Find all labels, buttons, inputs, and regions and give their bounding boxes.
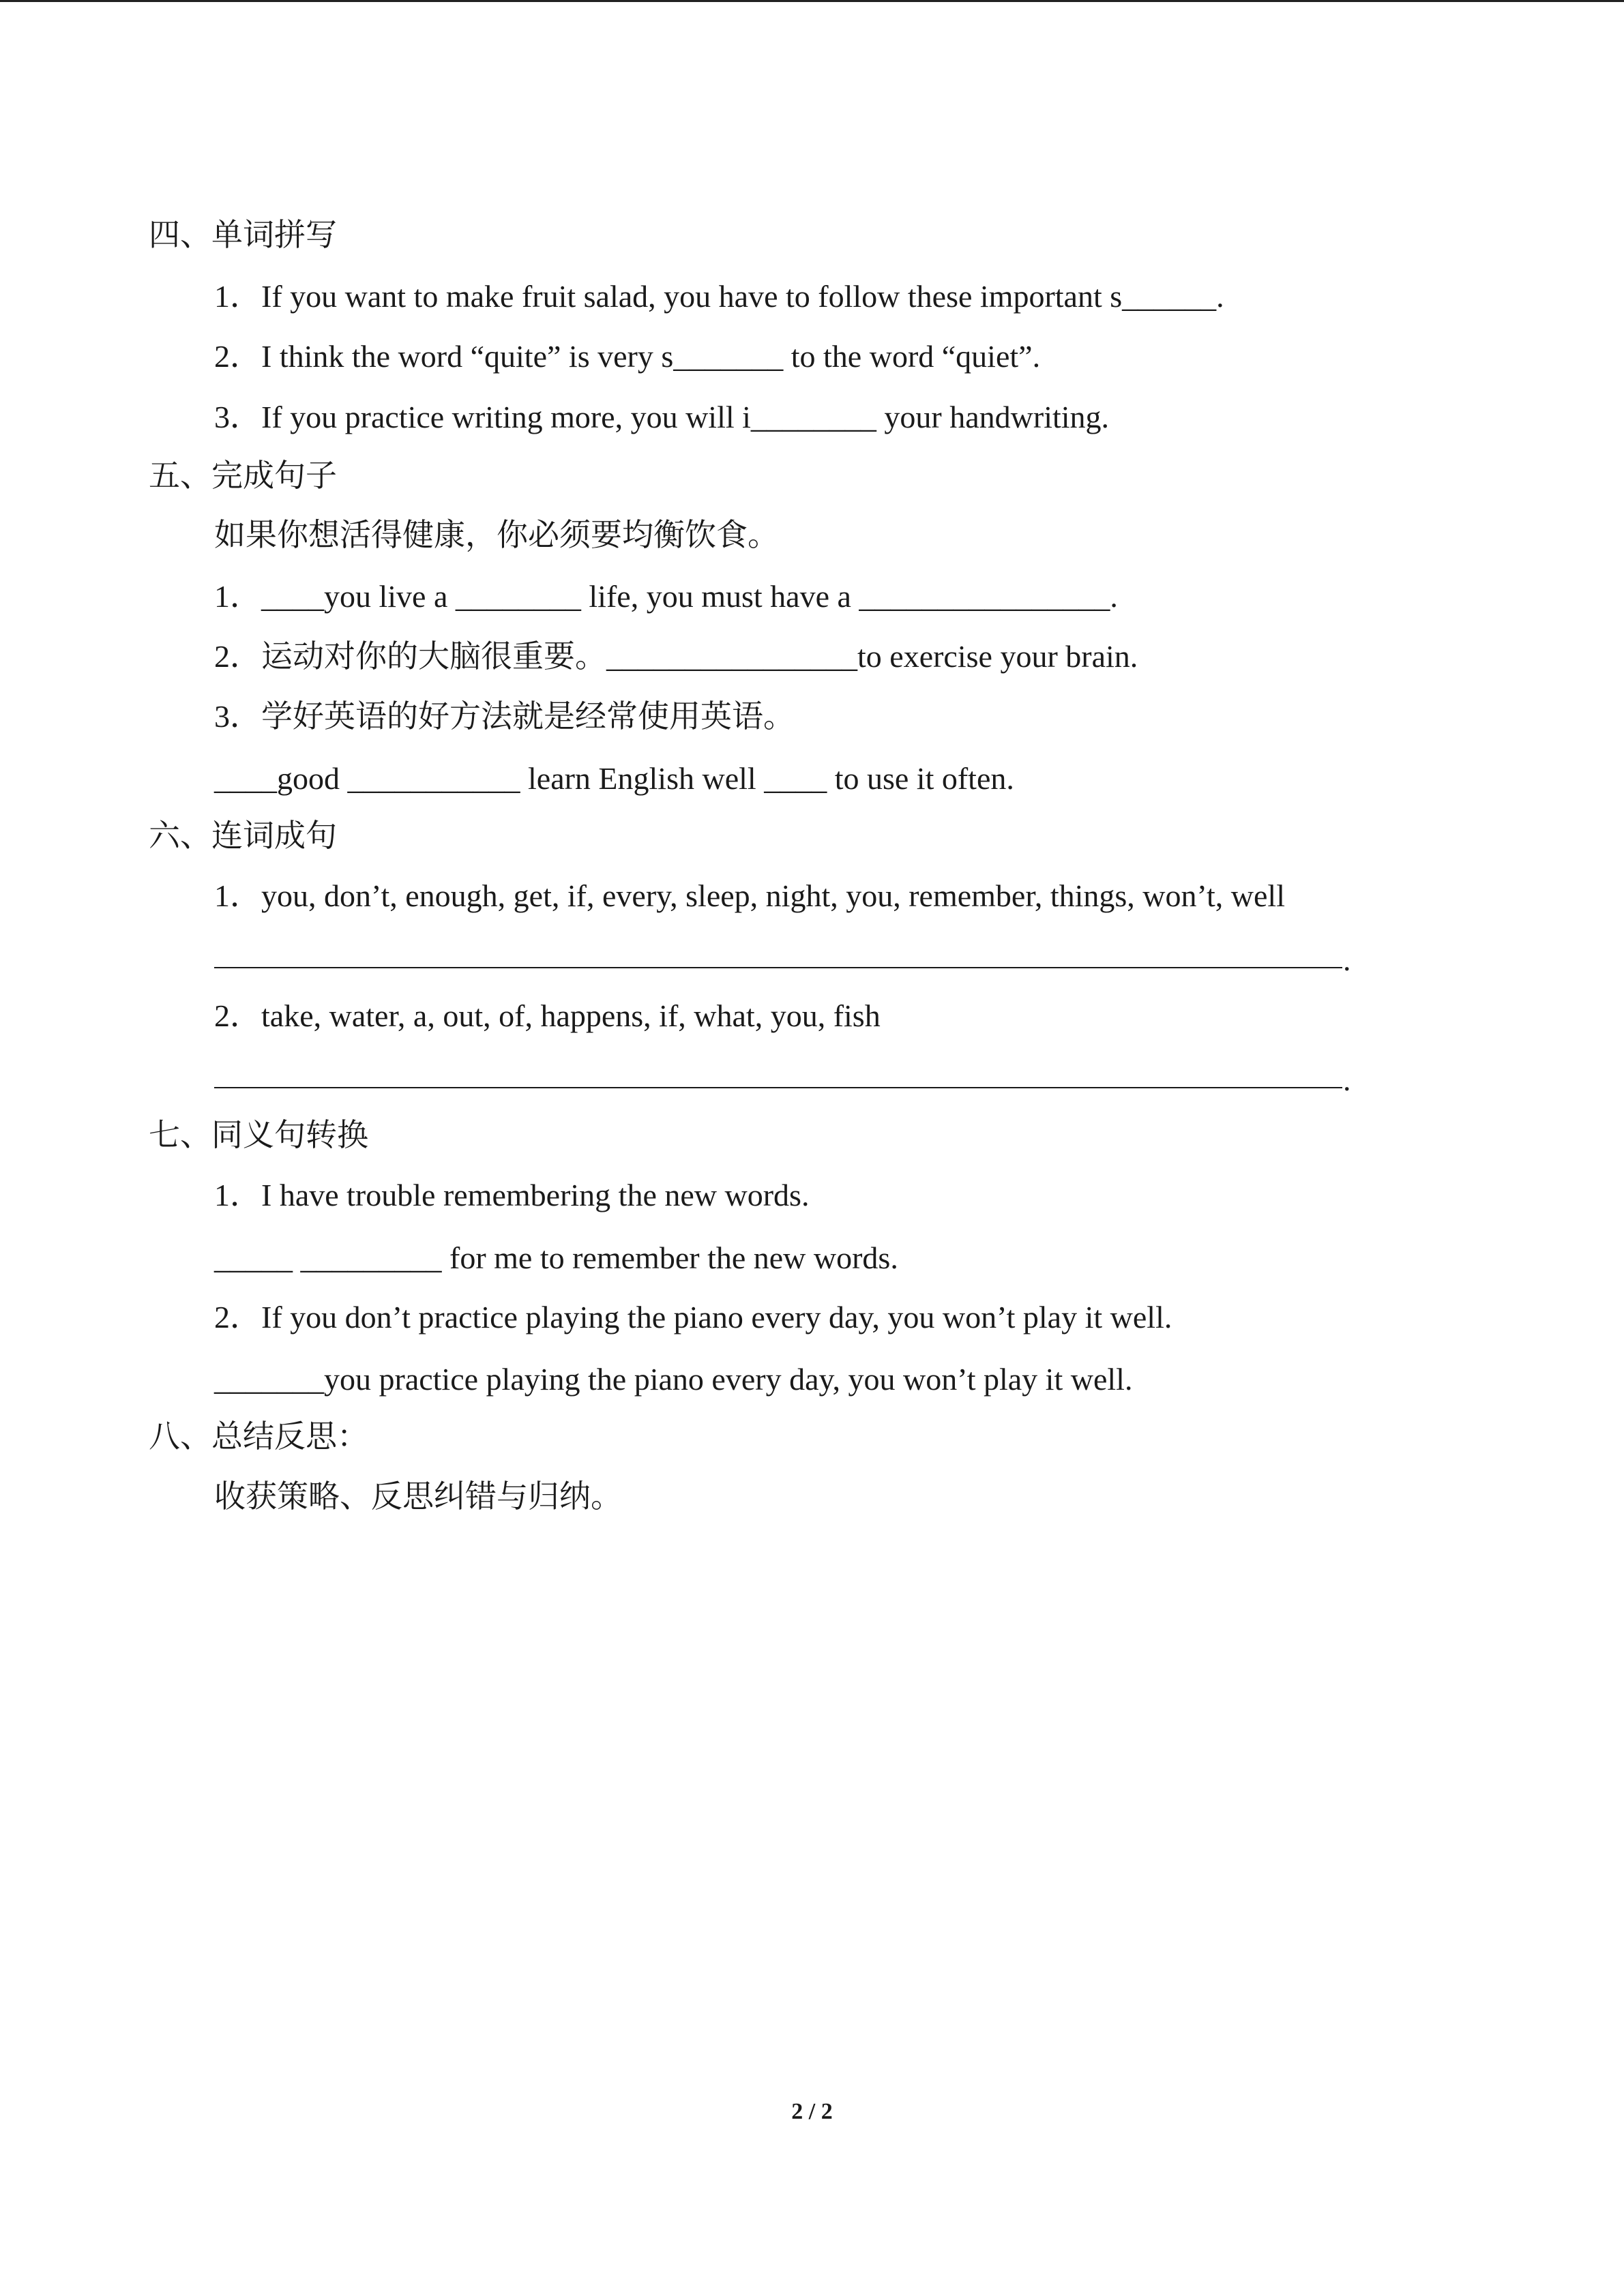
answer-underline (214, 967, 1342, 968)
question-text: 1．If you want to make fruit salad, you have to follow these important s______. (214, 279, 1224, 314)
answer-underline (214, 1087, 1342, 1088)
section-heading-synonymous-sentences: 七、同义句转换 (149, 1118, 368, 1152)
question-text: 2．take, water, a, out, of, happens, if, what, you, fish (214, 998, 881, 1033)
answer-line (214, 940, 1351, 981)
reflection-text: 收获策略、反思纠错与归纳。 (214, 1479, 622, 1514)
answer-period: . (1343, 1062, 1351, 1097)
question-text: 2．If you don’t practice playing the piano every day, you won’t play it well. (214, 1300, 1172, 1335)
answer-line (214, 1060, 1351, 1101)
question-text: 1．I have trouble remembering the new words. (214, 1178, 810, 1212)
section-heading-spelling: 四、单词拼写 (149, 218, 337, 252)
top-border-rule (0, 0, 1624, 2)
question-prompt: 3．学好英语的好方法就是经常使用英语。 (214, 699, 795, 734)
question-text: 2．运动对你的大脑很重要。________________to exercise your brain. (214, 639, 1138, 674)
question-text: 2．I think the word “quite” is very s_______ to the word “quiet”. (214, 339, 1041, 374)
page-number: 2 / 2 (791, 2099, 833, 2124)
question-text: _____ _________ for me to remember the new words. (214, 1240, 898, 1275)
question-text: 3．If you practice writing more, you will i________ your handwriting. (214, 400, 1110, 434)
question-text: 1．____you live a ________ life, you must have a ________________. (214, 579, 1118, 614)
question-text: _______you practice playing the piano every day, you won’t play it well. (214, 1362, 1133, 1397)
question-text: ____good ___________ learn English well ____ to use it often. (214, 761, 1014, 796)
section-heading-complete-sentences: 五、完成句子 (149, 458, 337, 493)
answer-period: . (1343, 942, 1351, 977)
question-prompt: 如果你想活得健康，你必须要均衡饮食。 (214, 518, 779, 552)
section-heading-word-ordering: 六、连词成句 (149, 818, 337, 853)
section-heading-summary-reflection: 八、总结反思： (149, 1419, 368, 1454)
question-text: 1．you, don’t, enough, get, if, every, sleep, night, you, remember, things, won’t, well (214, 878, 1285, 913)
